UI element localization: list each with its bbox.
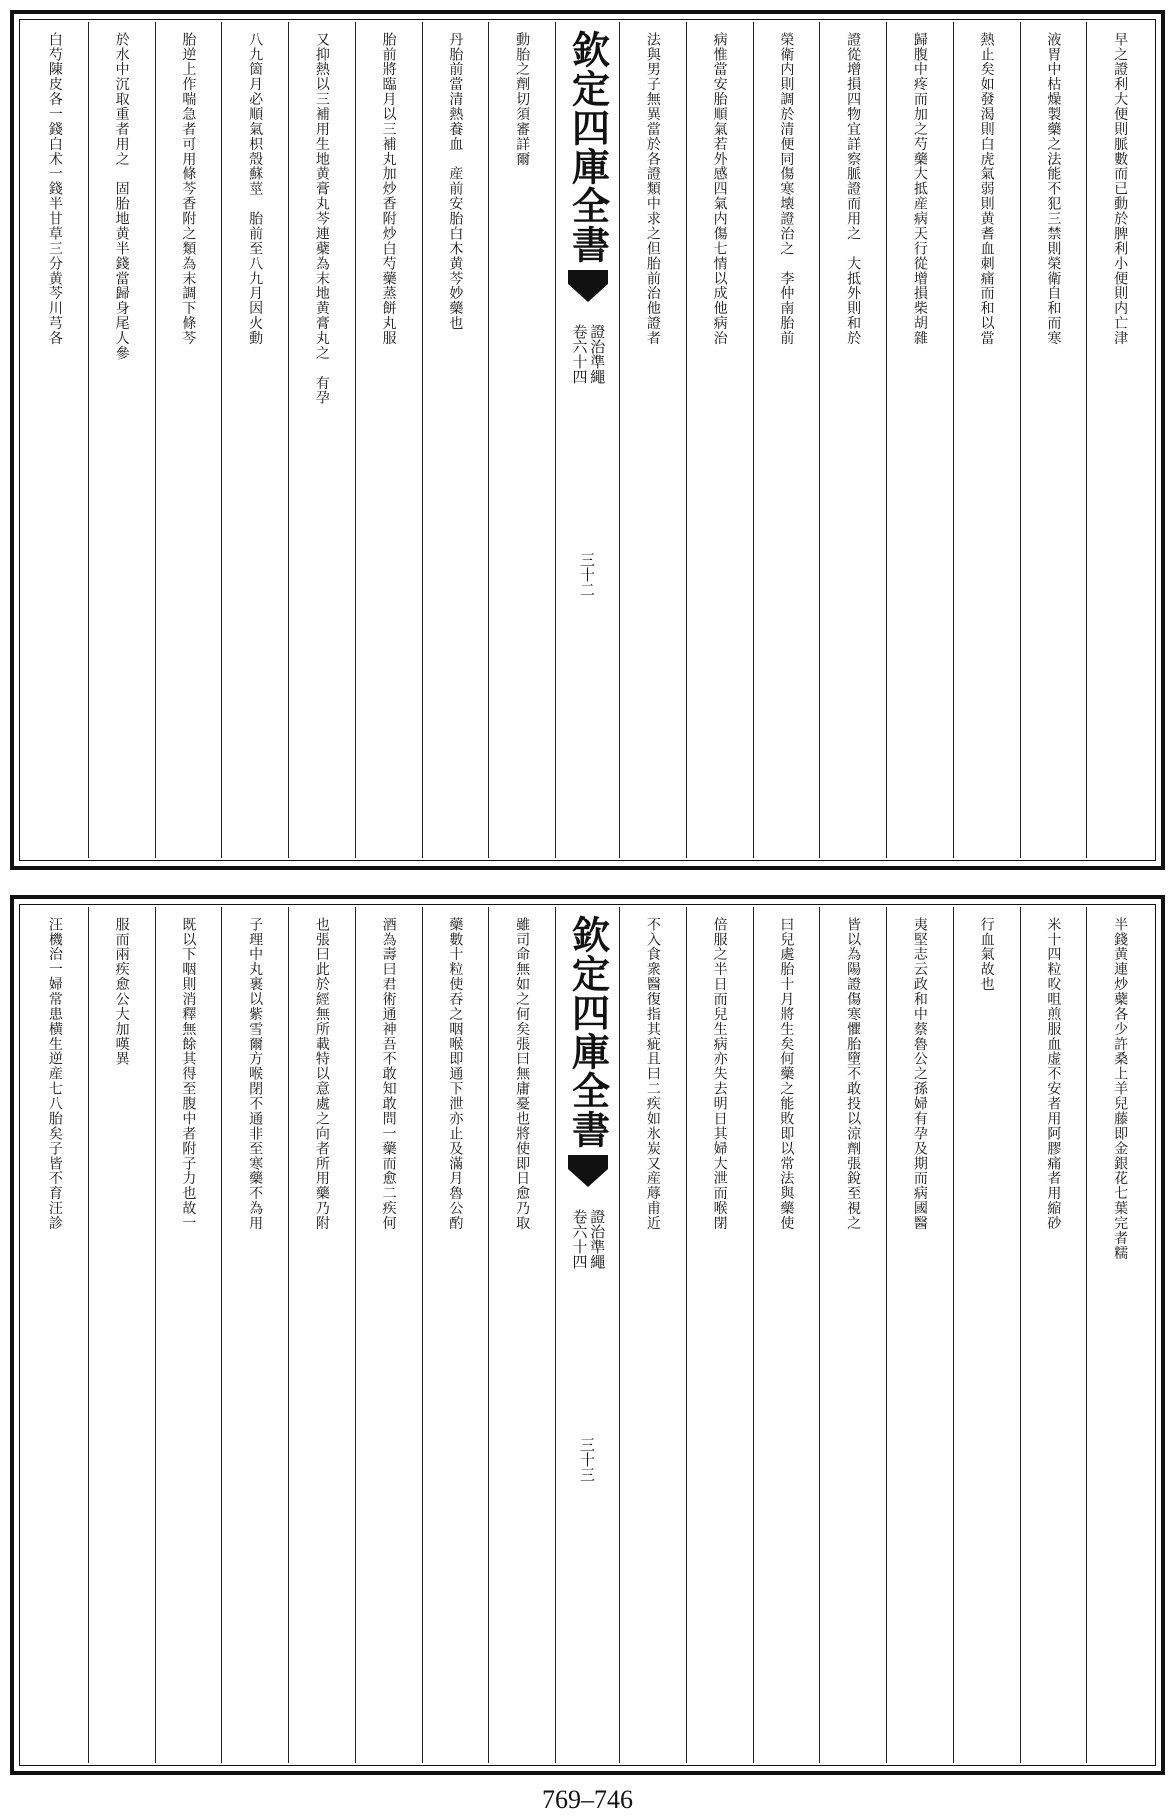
text-column: 半錢黄連炒蘗各少許桑上羊兒藤即金銀花七葉完者糯 xyxy=(1086,907,1153,1763)
text-column: 於水中沉取重者用之 固胎地黄半錢當歸身尾人參 xyxy=(88,22,155,858)
text-column: 曰兒處胎十月將生矣何藥之能敗即以常法與藥使 xyxy=(753,907,820,1763)
text-column: 藥數十粒使吞之咽喉即通下泄亦止及滿月魯公酌 xyxy=(422,907,489,1763)
text-column: 又抑熱以三補用生地黄膏丸芩連蘗為末地黄膏丸之 有孕 xyxy=(288,22,355,858)
text-column: 酒為壽曰君術通神吾不敢知敢問一藥而愈二疾何 xyxy=(355,907,422,1763)
text-column: 丹胎前當清熱養血 産前安胎白木黄芩妙藥也 xyxy=(422,22,489,858)
collection-title: 欽定四庫全書 xyxy=(565,30,611,264)
text-column: 證從增損四物宜詳察脈證而用之 大抵外則和於 xyxy=(819,22,886,858)
text-column: 服而兩疾愈公大加嘆異 xyxy=(88,907,155,1763)
text-column: 胎前將臨月以三補丸加炒香附炒白芍藥蒸餅丸服 xyxy=(355,22,422,858)
text-column: 白芍陳皮各一錢白术一錢半甘草三分黄芩川芎各 xyxy=(46,32,63,346)
text-column: 米十四粒㕮咀煎服血虚不安者用阿膠痛者用縮砂 xyxy=(1020,907,1087,1763)
text-column: 法與男子無異當於各證類中求之但胎前治他證者 xyxy=(619,22,686,858)
text-column: 熱止矣如發渴則白虎氣弱則黄耆血刺痛而和以當 xyxy=(953,22,1020,858)
text-column: 早之證利大便則脈數而已動於脾利小便則内亡津 xyxy=(1086,22,1153,858)
text-column: 不入食衆醫復指其疵且曰二疾如氷炭又産蓐甫近 xyxy=(619,907,686,1763)
center-fold xyxy=(555,907,619,1763)
text-column: 動胎之劑切須審詳爾 xyxy=(488,22,555,858)
text-column: 榮衛内則調於清便同傷寒壊證治之 李仲南胎前 xyxy=(753,22,820,858)
text-column: 汪機治一婦常患横生逆産七八胎矣子皆不育汪診 xyxy=(46,917,63,1231)
text-column: 歸腹中疼而加之芍藥大抵産病天行從增損柴胡雜 xyxy=(886,22,953,858)
text-column: 倍服之半日而兒生病亦失去明日其婦大泄而喉閉 xyxy=(686,907,753,1763)
fish-tail-mark-icon xyxy=(568,270,608,310)
text-column: 行血氣故也 xyxy=(953,907,1020,1763)
text-column: 胎逆上作喘急者可用條芩香附之類為末調下條芩 xyxy=(155,22,222,858)
book-title: 證治準繩 xyxy=(588,324,607,384)
page-number: 769–746 xyxy=(542,1785,633,1814)
volume-label: 卷六十四 xyxy=(570,324,589,384)
text-column: 雖司命無如之何矣張曰無庸憂也將使即日愈乃取 xyxy=(488,907,555,1763)
volume-label: 卷六十四 xyxy=(570,1209,589,1269)
text-column: 液胃中枯燥製藥之法能不犯三禁則榮衛自和而寒 xyxy=(1020,22,1087,858)
folio-number: 三十二 xyxy=(578,552,596,597)
text-column: 既以下咽則消釋無餘其得至腹中者附子力也故一 xyxy=(155,907,222,1763)
text-column: 病惟當安胎順氣若外感四氣内傷七情以成他病治 xyxy=(686,22,753,858)
book-info xyxy=(571,1209,605,1269)
center-fold xyxy=(555,22,619,858)
bottom-columns xyxy=(22,907,1153,1763)
text-column: 夷堅志云政和中蔡魯公之孫婦有孕及期而病國醫 xyxy=(886,907,953,1763)
text-column: 皆以為陽證傷寒懼胎墮不敢投以涼劑張銳至視之 xyxy=(819,907,886,1763)
text-column: 八九箇月必順氣枳殼蘇莖 胎前至八九月因火動 xyxy=(221,22,288,858)
top-columns xyxy=(22,22,1153,858)
folio-number: 三十三 xyxy=(578,1437,596,1482)
text-column: 也張曰此於經無所載特以意處之向者所用藥乃附 xyxy=(288,907,355,1763)
bottom-page xyxy=(10,895,1165,1775)
book-info xyxy=(571,324,605,384)
top-page xyxy=(10,10,1165,870)
collection-title: 欽定四庫全書 xyxy=(565,915,611,1149)
fish-tail-mark-icon xyxy=(568,1155,608,1195)
text-column: 子理中丸裹以紫雪爾方喉閉不通非至寒藥不為用 xyxy=(221,907,288,1763)
book-title: 證治準繩 xyxy=(588,1209,607,1269)
